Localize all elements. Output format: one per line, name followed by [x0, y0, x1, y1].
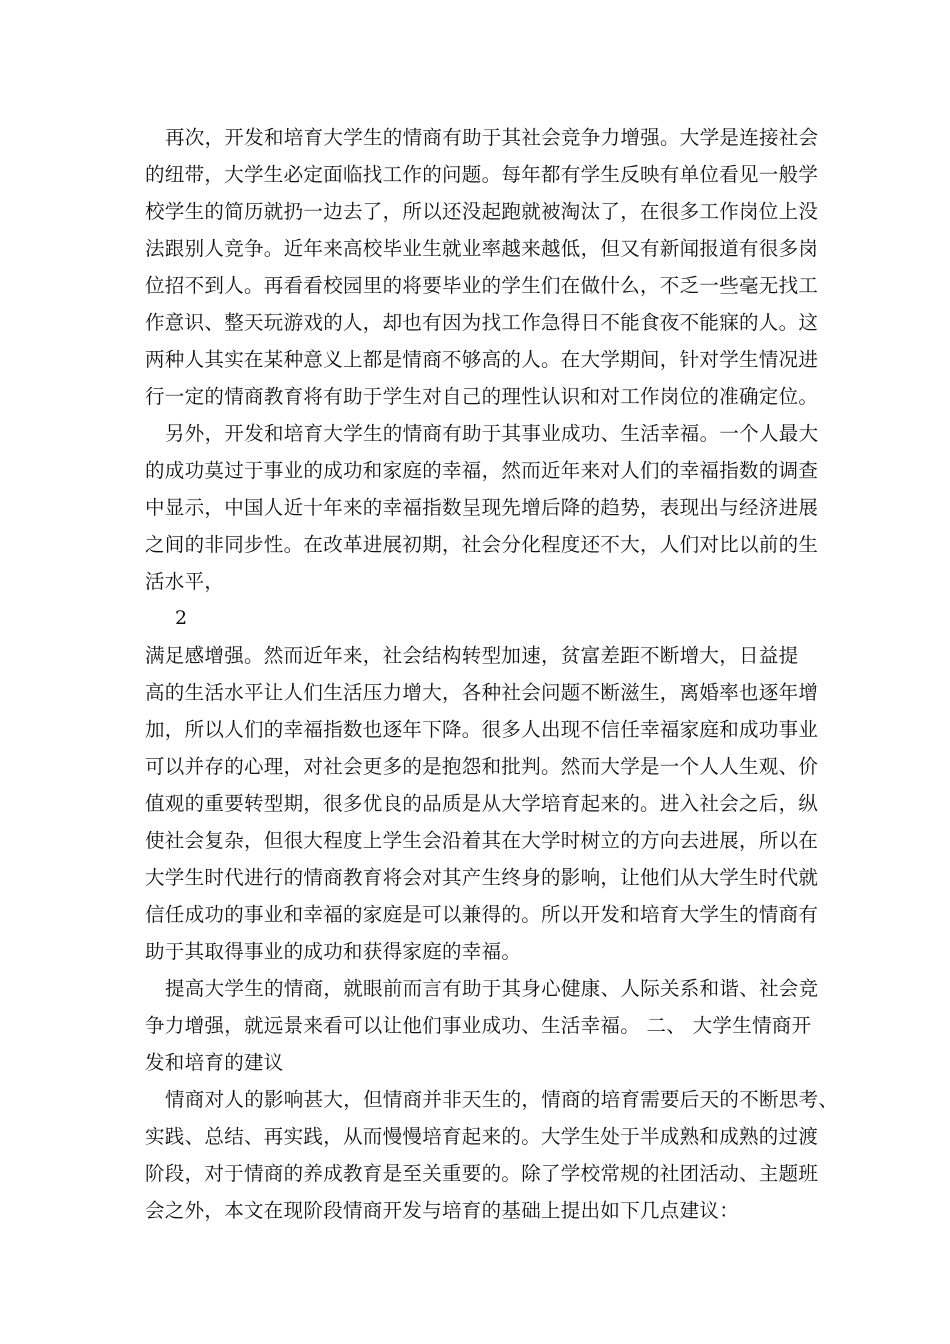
paragraph-line: 实践、总结、再实践，从而慢慢培育起来的。大学生处于半成熟和成熟的过渡 — [145, 1125, 819, 1148]
paragraph-line: 助于其取得事业的成功和获得家庭的幸福。 — [145, 940, 522, 963]
paragraph-line: 使社会复杂，但很大程度上学生会沿着其在大学时树立的方向去进展，所以在 — [145, 829, 819, 852]
paragraph-line: 两种人其实在某种意义上都是情商不够高的人。在大学期间，针对学生情况进 — [145, 348, 819, 371]
paragraph-line: 之间的非同步性。在改革进展初期，社会分化程度还不大，人们对比以前的生 — [145, 533, 819, 556]
paragraph-line: 争力增强，就远景来看可以让他们事业成功、生活幸福。 二、 大学生情商开 — [145, 1014, 812, 1037]
paragraph-line: 可以并存的心理，对社会更多的是抱怨和批判。然而大学是一个人人生观、价 — [145, 755, 819, 778]
section-heading-line: 发和培育的建议 — [145, 1051, 284, 1074]
paragraph-line: 行一定的情商教育将有助于学生对自己的理性认识和对工作岗位的准确定位。 — [145, 385, 819, 408]
paragraph-line: 信任成功的事业和幸福的家庭是可以兼得的。所以开发和培育大学生的情商有 — [145, 903, 819, 926]
paragraph-line: 法跟别人竞争。近年来高校毕业生就业率越来越低，但又有新闻报道有很多岗 — [145, 237, 819, 260]
paragraph-line: 情商对人的影响甚大，但情商并非天生的，情商的培育需要后天的不断思考、 — [165, 1088, 839, 1111]
document-body — [145, 119, 839, 1229]
paragraph-line: 中显示，中国人近十年来的幸福指数呈现先增后降的趋势，表现出与经济进展 — [145, 496, 819, 519]
paragraph-line: 的成功莫过于事业的成功和家庭的幸福，然而近年来对人们的幸福指数的调查 — [145, 459, 819, 482]
paragraph-line: 作意识、整天玩游戏的人，却也有因为找工作急得日不能食夜不能寐的人。这 — [145, 311, 819, 334]
page-number: 2 — [175, 607, 188, 629]
paragraph-line: 位招不到人。再看看校园里的将要毕业的学生们在做什么，不乏一些毫无找工 — [145, 274, 819, 297]
paragraph-line: 值观的重要转型期，很多优良的品质是从大学培育起来的。进入社会之后，纵 — [145, 792, 819, 815]
paragraph-line: 的纽带，大学生必定面临找工作的问题。每年都有学生反映有单位看见一般学 — [145, 163, 819, 186]
paragraph-line: 加，所以人们的幸福指数也逐年下降。很多人出现不信任幸福家庭和成功事业 — [145, 718, 819, 741]
paragraph-line: 校学生的简历就扔一边去了，所以还没起跑就被淘汰了，在很多工作岗位上没 — [145, 200, 819, 223]
paragraph-line: 满足感增强。然而近年来，社会结构转型加速，贫富差距不断增大，日益提 — [145, 644, 799, 667]
paragraph-line: 再次，开发和培育大学生的情商有助于其社会竞争力增强。大学是连接社会 — [165, 126, 819, 149]
paragraph-line: 提高大学生的情商，就眼前而言有助于其身心健康、人际关系和谐、社会竞 — [165, 977, 819, 1000]
paragraph-line: 大学生时代进行的情商教育将会对其产生终身的影响，让他们从大学生时代就 — [145, 866, 819, 889]
paragraph-line: 会之外，本文在现阶段情商开发与培育的基础上提出如下几点建议： — [145, 1199, 740, 1222]
paragraph-line: 高的生活水平让人们生活压力增大，各种社会问题不断滋生，离婚率也逐年增 — [145, 681, 819, 704]
paragraph-line: 活水平， — [145, 570, 225, 593]
paragraph-line: 阶段，对于情商的养成教育是至关重要的。除了学校常规的社团活动、主题班 — [145, 1162, 819, 1185]
paragraph-line: 另外，开发和培育大学生的情商有助于其事业成功、生活幸福。一个人最大 — [165, 422, 819, 445]
